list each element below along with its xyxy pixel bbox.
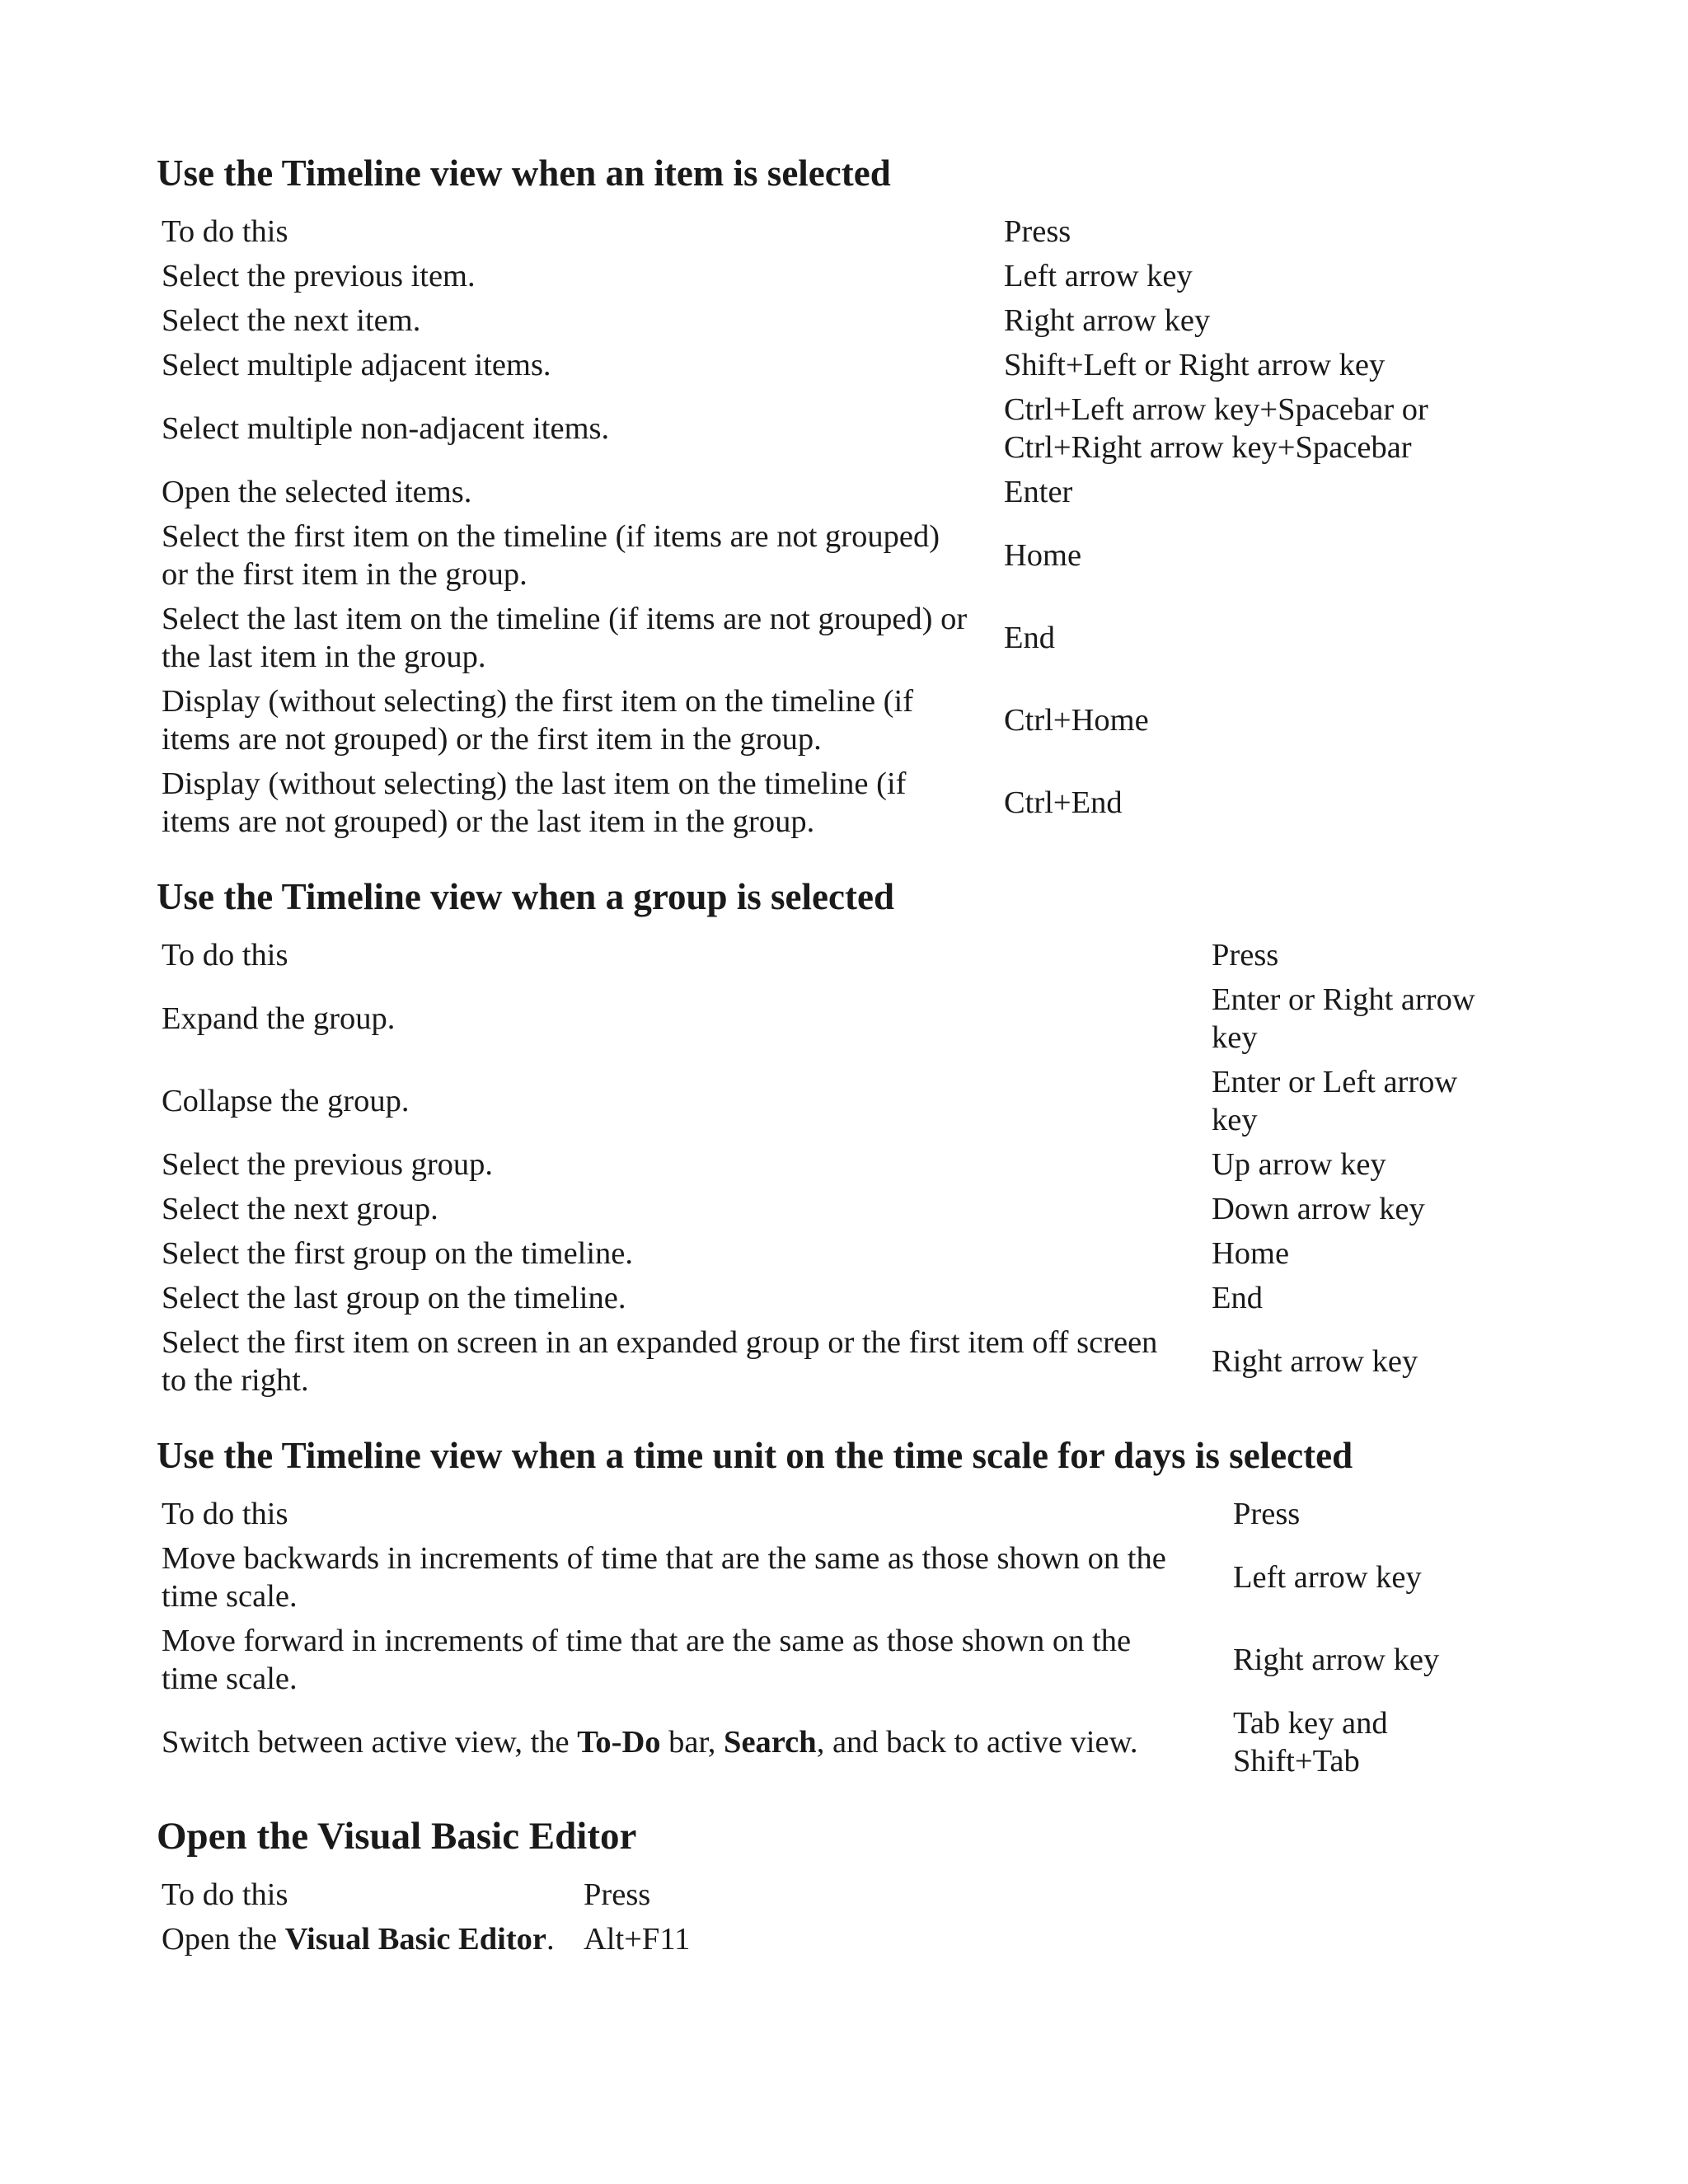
action-cell: Collapse the group. [162, 1084, 410, 1118]
action-cell [157, 1701, 1228, 1783]
action-line: items are not grouped) or the first item in the group. [162, 722, 822, 757]
column-header-key: Press [1004, 214, 1071, 249]
table-row [157, 1701, 1485, 1783]
action-line: Select the first item on the timeline (if items are not grouped) [162, 519, 940, 554]
action-line: items are not grouped) or the last item in the group. [162, 804, 815, 839]
table-row [157, 514, 1470, 597]
shortcut-table [157, 1872, 753, 1961]
section-item-selected [157, 148, 1558, 844]
column-header-key: Press [1233, 1497, 1301, 1531]
key-cell [1207, 1060, 1497, 1142]
column-header-action: To do this [162, 214, 288, 249]
action-text: , and back to active view. [816, 1725, 1138, 1760]
key-cell: Alt+F11 [584, 1922, 691, 1957]
key-cell: Right arrow key [1004, 303, 1211, 338]
document-page [157, 148, 1558, 1990]
action-text: Switch between active view, the [162, 1725, 578, 1760]
key-line: Tab key and [1233, 1706, 1388, 1741]
visual-basic-editor-term: Visual Basic Editor [284, 1922, 546, 1957]
shortcut-table [157, 933, 1497, 1403]
key-cell: Right arrow key [1233, 1643, 1440, 1677]
key-cell: Ctrl+End [1004, 785, 1123, 820]
action-cell: Select the next group. [162, 1192, 438, 1226]
key-cell: Up arrow key [1212, 1147, 1386, 1182]
key-cell [999, 387, 1470, 470]
action-text: . [546, 1922, 555, 1957]
section-visual-basic-editor [157, 1811, 1558, 1961]
section-title: Open the Visual Basic Editor [157, 1815, 637, 1858]
table-header-row [157, 1872, 753, 1917]
action-cell: Select multiple non-adjacent items. [162, 411, 610, 446]
action-cell [157, 1619, 1228, 1701]
table-row [157, 1142, 1497, 1187]
action-cell [157, 597, 999, 679]
search-term: Search [724, 1725, 817, 1760]
table-row [157, 1276, 1497, 1320]
key-line: Ctrl+Right arrow key+Spacebar [1004, 430, 1412, 465]
key-cell: Left arrow key [1233, 1560, 1422, 1595]
action-cell [157, 762, 999, 844]
column-header-key: Press [584, 1877, 651, 1912]
action-line: the last item in the group. [162, 640, 486, 674]
section-title: Use the Timeline view when a time unit on the time scale for days is selected [157, 1435, 1353, 1476]
table-header-row [157, 1492, 1485, 1536]
table-row [157, 1619, 1485, 1701]
column-header-action: To do this [162, 1877, 288, 1912]
action-text: bar, [660, 1725, 724, 1760]
key-line: Shift+Tab [1233, 1744, 1360, 1779]
table-row [157, 977, 1497, 1060]
section-group-selected [157, 872, 1558, 1403]
table-row [157, 679, 1470, 762]
action-cell: Select multiple adjacent items. [162, 348, 551, 382]
table-row [157, 597, 1470, 679]
action-line: Display (without selecting) the first item on the timeline (if [162, 684, 914, 719]
key-cell: Shift+Left or Right arrow key [1004, 348, 1386, 382]
action-cell: Select the first group on the timeline. [162, 1236, 634, 1271]
table-row [157, 298, 1470, 343]
table-header-row [157, 209, 1470, 254]
action-cell [157, 1917, 579, 1961]
table-row [157, 762, 1470, 844]
action-cell: Open the selected items. [162, 475, 472, 509]
shortcut-table [157, 209, 1470, 844]
table-row [157, 254, 1470, 298]
key-cell [1228, 1701, 1485, 1783]
table-header-row [157, 933, 1497, 977]
key-cell: Right arrow key [1212, 1344, 1418, 1379]
action-line: Select the last item on the timeline (if items are not grouped) or [162, 602, 968, 636]
table-row [157, 1060, 1497, 1142]
action-line: Display (without selecting) the last item on the timeline (if [162, 766, 907, 801]
key-line: key [1212, 1103, 1258, 1137]
key-cell: Left arrow key [1004, 259, 1193, 293]
key-line: Enter or Left arrow [1212, 1065, 1458, 1099]
action-line: time scale. [162, 1579, 298, 1614]
table-row [157, 387, 1470, 470]
key-cell: End [1004, 621, 1056, 655]
action-cell: Select the next item. [162, 303, 421, 338]
action-cell: Select the previous item. [162, 259, 476, 293]
table-row [157, 1536, 1485, 1619]
key-cell: Home [1212, 1236, 1290, 1271]
todo-bar-term: To-Do [577, 1725, 661, 1760]
shortcut-table [157, 1492, 1485, 1783]
key-line: Enter or Right arrow [1212, 982, 1475, 1017]
action-cell: Select the last group on the timeline. [162, 1281, 626, 1315]
table-row [157, 1231, 1497, 1276]
key-cell [1207, 977, 1497, 1060]
key-cell: Enter [1004, 475, 1073, 509]
table-row [157, 1187, 1497, 1231]
table-row [157, 343, 1470, 387]
action-cell [157, 514, 999, 597]
key-cell: Down arrow key [1212, 1192, 1425, 1226]
action-line: Move forward in increments of time that are the same as those shown on the [162, 1624, 1132, 1658]
action-cell [157, 1320, 1207, 1403]
key-line: Ctrl+Left arrow key+Spacebar or [1004, 392, 1428, 427]
section-title: Use the Timeline view when a group is selected [157, 876, 894, 917]
column-header-action: To do this [162, 938, 288, 972]
column-header-key: Press [1212, 938, 1279, 972]
key-cell: End [1212, 1281, 1264, 1315]
action-line: or the first item in the group. [162, 557, 528, 592]
action-cell: Expand the group. [162, 1001, 396, 1036]
action-line: Select the first item on screen in an expanded group or the first item off screen [162, 1325, 1158, 1360]
section-time-unit-selected [157, 1431, 1558, 1783]
table-row [157, 1917, 753, 1961]
table-row [157, 1320, 1497, 1403]
key-cell: Ctrl+Home [1004, 703, 1149, 738]
action-line: time scale. [162, 1661, 298, 1696]
action-text: Open the [162, 1922, 285, 1957]
key-line: key [1212, 1020, 1258, 1055]
action-line: to the right. [162, 1363, 309, 1398]
action-cell: Select the previous group. [162, 1147, 494, 1182]
action-line: Move backwards in increments of time that are the same as those shown on the [162, 1541, 1166, 1576]
action-cell [157, 679, 999, 762]
table-row [157, 470, 1470, 514]
column-header-action: To do this [162, 1497, 288, 1531]
action-cell [157, 1536, 1228, 1619]
key-cell: Home [1004, 538, 1082, 573]
section-title: Use the Timeline view when an item is selected [157, 152, 891, 194]
